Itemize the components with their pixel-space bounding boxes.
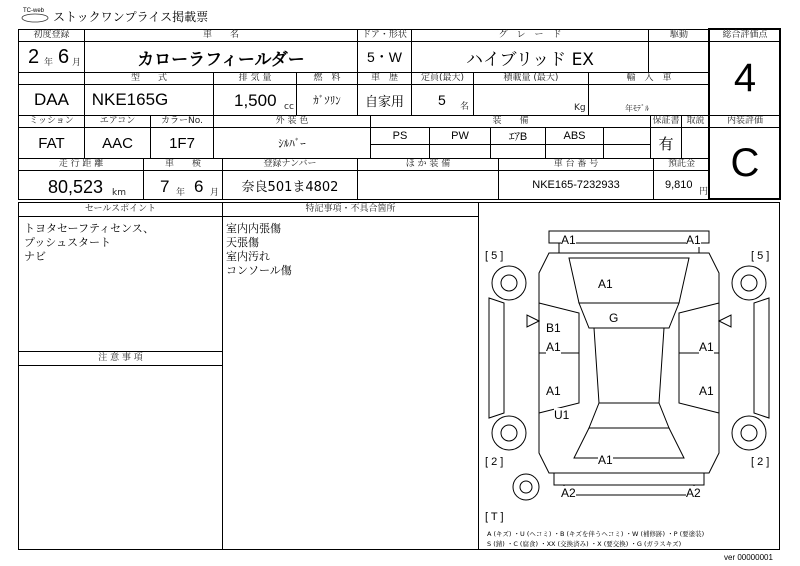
label-recycle: 預託金 — [667, 159, 695, 169]
model: NKE165G — [91, 90, 169, 109]
mark-rear-left: A2 — [561, 486, 576, 500]
inspection-year: 7 — [160, 177, 170, 196]
color-no: 1F7 — [169, 134, 195, 152]
label-chassis: 車 台 番 号 — [553, 159, 599, 169]
label-drive: 駆動 — [669, 30, 688, 40]
label-grade: グ レ ー ド — [498, 30, 562, 40]
label-fuel: 燃 料 — [313, 73, 341, 83]
label-mileage: 走 行 距 離 — [58, 159, 104, 169]
note-item: 室内汚れ — [226, 250, 270, 263]
unit-people: 名 — [460, 102, 470, 112]
label-overall: 総合評価点 — [722, 30, 768, 40]
mark-front-left: A1 — [561, 233, 576, 247]
label-equipment: 装 備 — [492, 116, 529, 126]
sales-points-list — [24, 222, 154, 264]
mark-b1: B1 — [546, 321, 561, 335]
unit-km: km — [112, 188, 126, 198]
tire-bracket-rl: [ 2 ] — [485, 456, 504, 468]
label-door: ドア・形状 — [362, 30, 407, 40]
tire-bracket-fl: [ 5 ] — [485, 250, 504, 262]
reg-month: 6 — [58, 46, 70, 68]
capacity: 5 — [438, 92, 446, 108]
warranty: 有 — [658, 134, 674, 153]
inspection-month: 6 — [194, 177, 204, 196]
mark-trunk: A1 — [598, 453, 613, 467]
label-plate: 登録ナンバー — [263, 159, 317, 169]
interior-score: C — [730, 141, 760, 185]
tire-bracket-t: [ T ] — [485, 511, 504, 523]
legend-line-2: S (錆) ・C (腐食) ・XX (交換済み) ・X (要交換) ・G (ガラスキズ) — [487, 540, 682, 548]
equip-pw: PW — [451, 130, 469, 142]
chassis-number: NKE165-7232933 — [532, 179, 620, 191]
unit-insp-year: 年 — [176, 188, 186, 198]
label-car-name: 車 名 — [202, 30, 239, 40]
displacement: 1,500 — [234, 91, 277, 110]
exterior-color: ｼﾙﾊﾞｰ — [278, 137, 306, 150]
mark-u1: U1 — [554, 408, 570, 422]
label-other-equip: ほ か 装 備 — [405, 159, 451, 169]
fuel: ｶﾞｿﾘﾝ — [313, 94, 341, 107]
label-mission: ミッション — [29, 116, 74, 126]
page-title: ストックワンプライス掲載票 — [53, 10, 209, 24]
car-diagram — [479, 203, 779, 549]
equip-abs: ABS — [563, 130, 586, 142]
logo-text: TC-web — [23, 8, 45, 14]
mark-right-front-door: A1 — [699, 340, 714, 354]
mark-rear-right: A2 — [686, 486, 701, 500]
label-model: 型 式 — [130, 73, 167, 83]
label-displacement: 排 気 量 — [238, 73, 272, 83]
label-manual: 取説 — [686, 116, 705, 126]
label-notes: 特記事項・不具合箇所 — [305, 204, 396, 214]
label-interior: 内装評価 — [726, 116, 763, 126]
history: 自家用 — [364, 94, 404, 110]
drive — [649, 42, 709, 72]
label-exterior: 外 装 色 — [275, 116, 309, 126]
mileage: 80,523 — [48, 177, 104, 197]
model-prefix: DAA — [34, 90, 69, 109]
equip-ps: PS — [392, 130, 408, 142]
label-sales-point: セールスポイント — [84, 204, 157, 214]
car-name: カローラフィールダー — [137, 49, 305, 70]
note-item: 室内内張傷 — [226, 222, 281, 235]
reg-year: 2 — [28, 46, 40, 68]
aircon: AAC — [102, 134, 133, 152]
label-inspection: 車 検 — [164, 159, 201, 169]
recycle-deposit: 9,810 — [665, 179, 693, 191]
unit-year: 年 — [44, 58, 54, 68]
notes-list — [226, 222, 292, 278]
unit-insp-month: 月 — [210, 188, 220, 198]
mark-roof: G — [609, 311, 619, 325]
label-color-no: カラーNo. — [161, 116, 203, 126]
mark-left-front-door: A1 — [546, 340, 561, 354]
label-caution: 注 意 事 項 — [98, 353, 143, 363]
note-item: コンソール傷 — [226, 264, 292, 277]
label-import: 輸 入 車 — [626, 73, 672, 83]
mission: FAT — [38, 134, 65, 152]
manual — [682, 128, 709, 158]
version: ver 00000001 — [724, 553, 773, 562]
equip-airbag: ｴｱB — [508, 131, 528, 143]
unit-kg: Kg — [574, 103, 586, 113]
unit-model-year: 年ﾓﾃﾞﾙ — [625, 104, 649, 113]
tire-bracket-rr: [ 2 ] — [751, 456, 770, 468]
unit-yen: 円 — [699, 187, 709, 197]
label-warranty: 保証書 — [652, 116, 680, 126]
sales-point-item: ナビ — [24, 250, 46, 263]
plate-number: 奈良501ま4802 — [241, 179, 339, 195]
tire-icon — [492, 266, 766, 500]
mark-right-rear-door: A1 — [699, 384, 714, 398]
mark-front-right: A1 — [686, 233, 701, 247]
door-type: 5・W — [367, 49, 402, 65]
grade: ハイブリッド EX — [466, 49, 594, 70]
sales-point-item: プッシュスタート — [24, 236, 112, 249]
legend-line-1: A (キズ) ・U (ヘコミ) ・B (キズを伴うヘコミ) ・W (補修跡) ・P (要塗装) — [487, 530, 705, 538]
label-capacity: 定員(最大) — [420, 73, 465, 83]
sales-point-item: トヨタセーフティセンス、 — [24, 222, 155, 235]
overall-score: 4 — [733, 56, 757, 100]
label-first-reg: 初度登録 — [33, 30, 70, 40]
tire-bracket-fr: [ 5 ] — [751, 250, 770, 262]
mark-hood: A1 — [598, 277, 613, 291]
label-aircon: エアコン — [99, 116, 136, 126]
note-item: 天張傷 — [226, 236, 259, 249]
unit-month: 月 — [72, 58, 82, 68]
mark-left-rear-door: A1 — [546, 384, 561, 398]
unit-cc: cc — [284, 102, 294, 112]
label-load: 積載量 (最大) — [503, 73, 559, 83]
label-history: 車 歴 — [370, 73, 398, 83]
